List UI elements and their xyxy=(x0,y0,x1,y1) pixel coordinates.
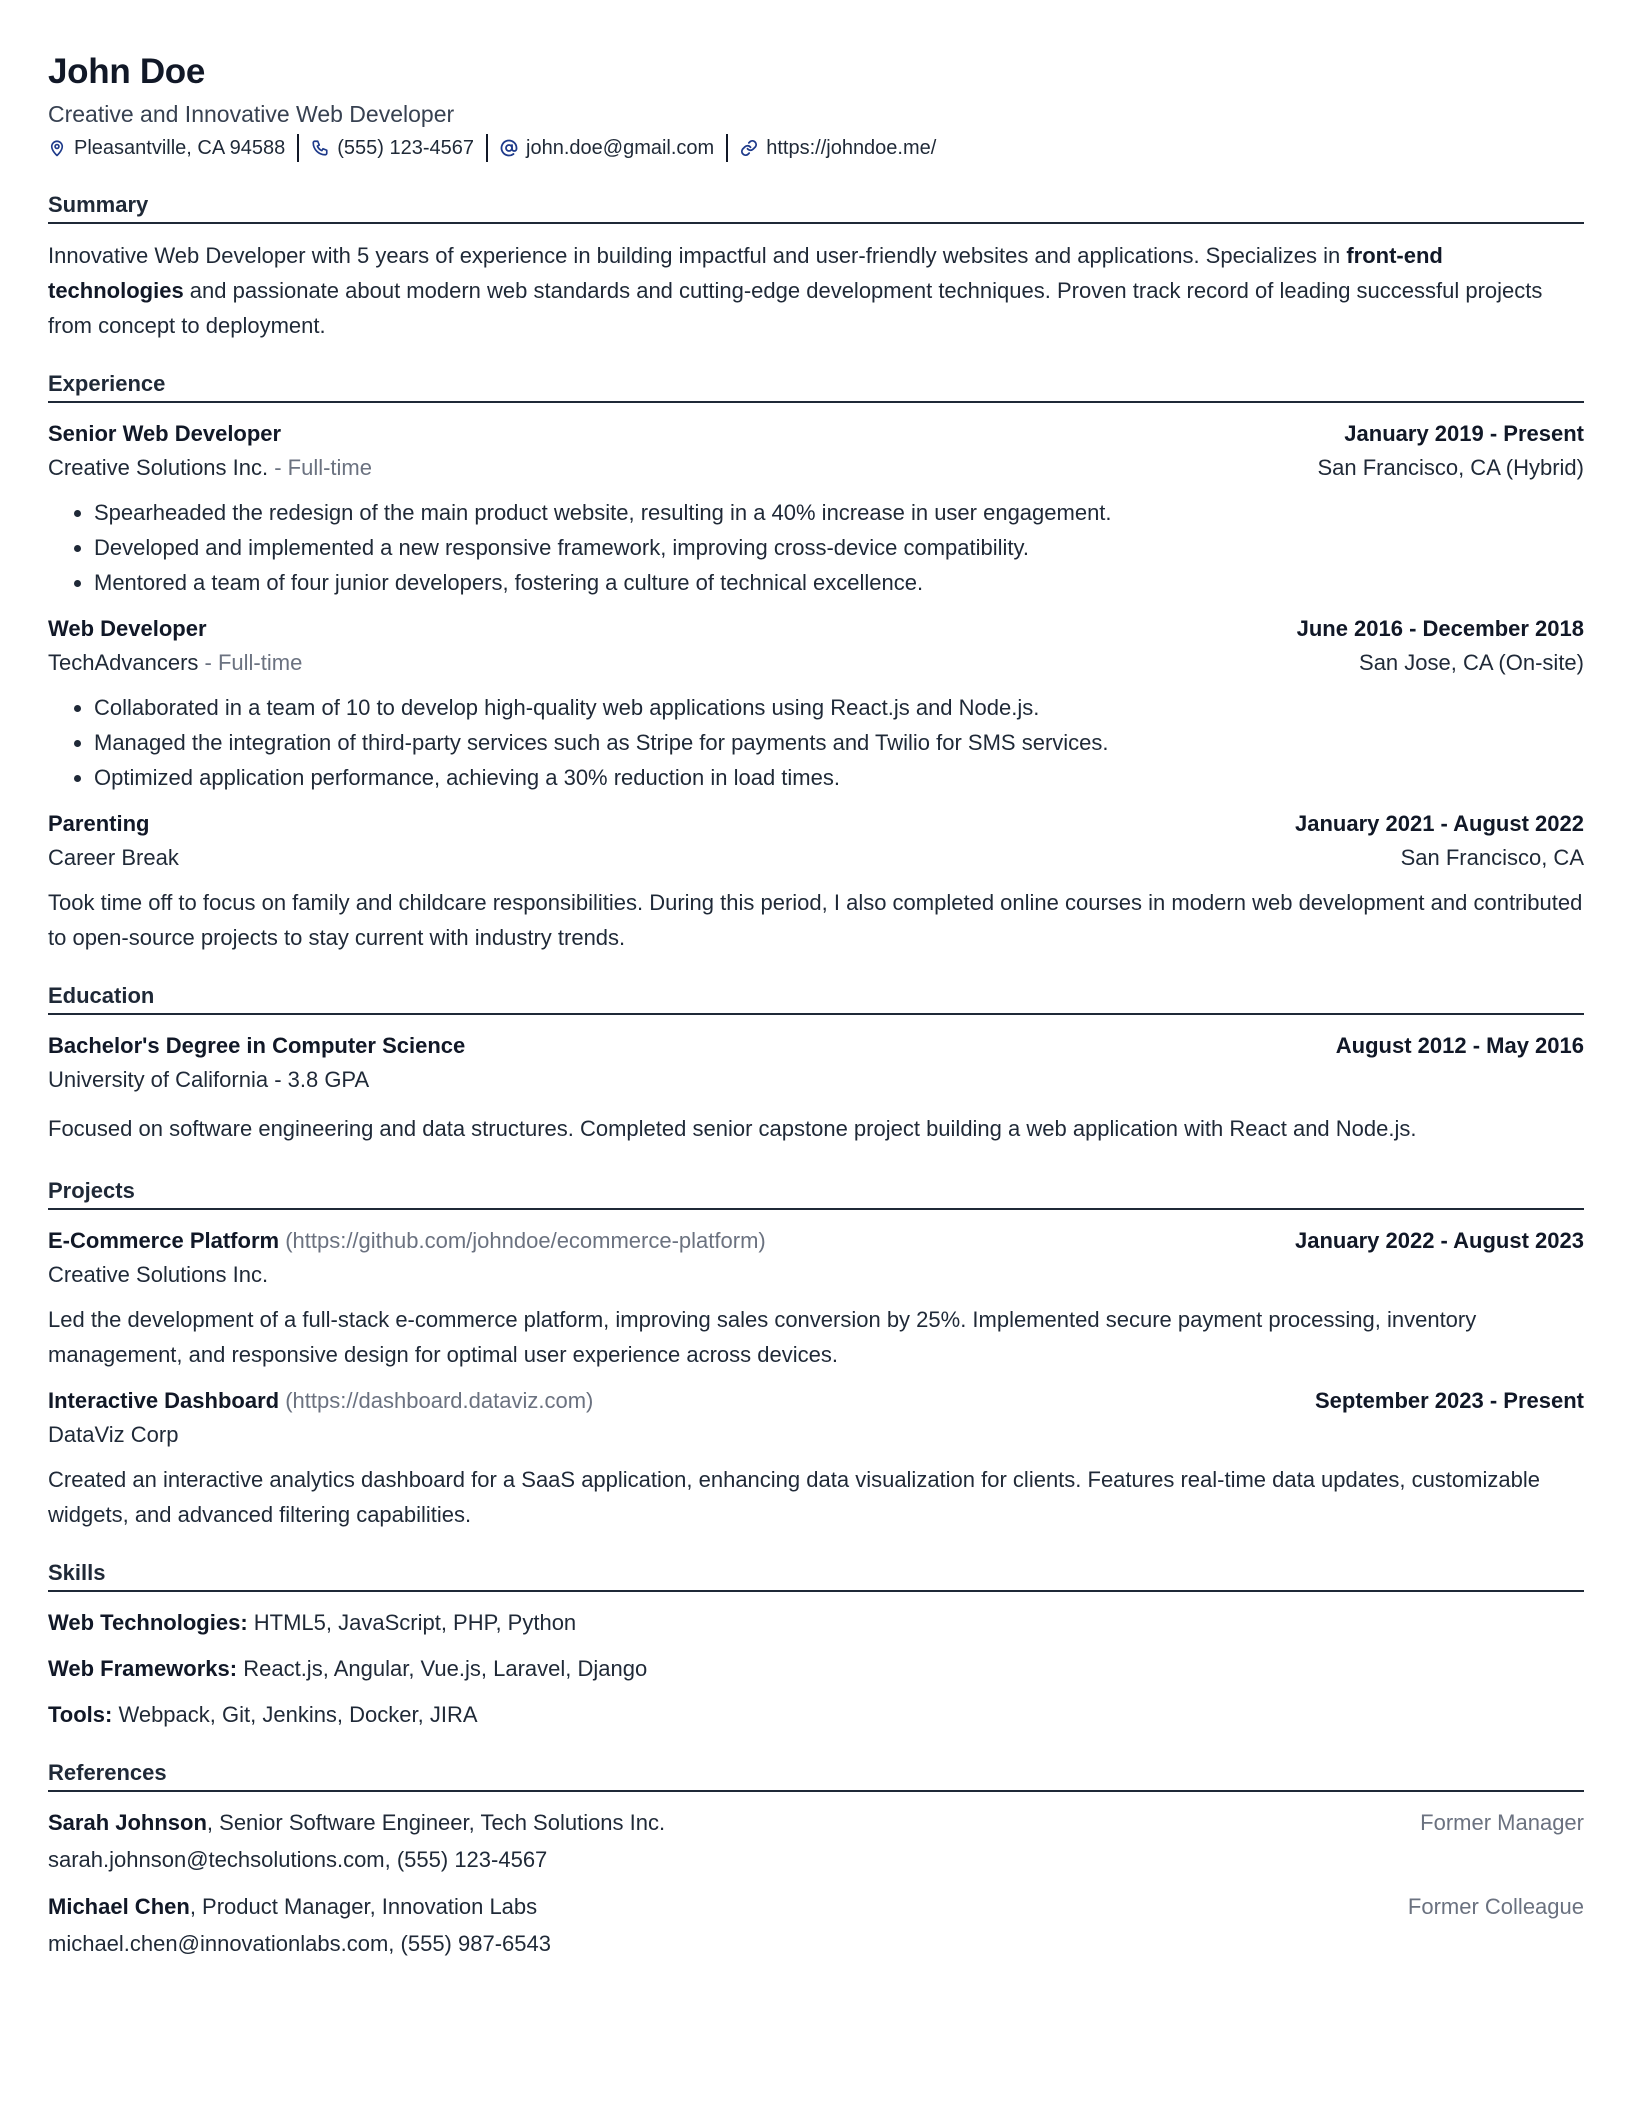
summary-heading: Summary xyxy=(48,190,1584,224)
projects-heading: Projects xyxy=(48,1176,1584,1210)
skill-line xyxy=(48,1652,1584,1686)
contact-phone[interactable] xyxy=(311,137,474,160)
job-position: Senior Web Developer xyxy=(48,421,282,446)
contact-email[interactable] xyxy=(500,137,714,160)
job-type: - Full-time xyxy=(268,455,372,480)
experience-section xyxy=(48,369,1584,955)
experience-title-row xyxy=(48,612,1584,646)
job-date: January 2021 - August 2022 xyxy=(1295,811,1584,836)
list-item: • Developed and implemented a new responsive framework, improving cross-device compatibility. xyxy=(94,530,1584,565)
skill-line xyxy=(48,1606,1584,1640)
reference-entry xyxy=(48,1890,1584,1962)
job-company: TechAdvancers xyxy=(48,650,199,675)
reference-contact: sarah.johnson@techsolutions.com, (555) 123-4567 xyxy=(48,1847,548,1872)
reference-title-row xyxy=(48,1890,1584,1924)
job-type: - Full-time xyxy=(198,650,303,675)
reference-name: Sarah Johnson xyxy=(48,1810,207,1835)
project-date: September 2023 - Present xyxy=(1314,1388,1584,1413)
experience-company-row xyxy=(48,841,1584,875)
reference-entry xyxy=(48,1806,1584,1878)
degree-name: Bachelor's Degree in Computer Science xyxy=(48,1033,466,1058)
job-company: Career Break xyxy=(48,845,179,870)
list-item: • Optimized application performance, achieving a 30% reduction in load times. xyxy=(94,760,1584,795)
candidate-headline: Creative and Innovative Web Developer xyxy=(48,101,455,127)
education-date: August 2012 - May 2016 xyxy=(1335,1033,1584,1058)
job-company: Creative Solutions Inc. xyxy=(48,455,269,480)
summary-text xyxy=(48,238,1584,343)
reference-name: Michael Chen xyxy=(48,1894,190,1919)
experience-heading: Experience xyxy=(48,369,1584,403)
job-description: Took time off to focus on family and childcare responsibilities. During this period, I also completed online courses in modern web development and contributed to open-source projects to stay current with industry trends. xyxy=(48,890,1583,950)
skill-label: Web Frameworks: xyxy=(48,1656,238,1681)
school-name: University of California - 3.8 GPA xyxy=(48,1067,370,1092)
references-section xyxy=(48,1758,1584,1962)
education-description: Focused on software engineering and data structures. Completed senior capstone project building a web application with React and Node.js. xyxy=(48,1116,1417,1141)
project-title-line xyxy=(48,1384,593,1418)
list-item: • Spearheaded the redesign of the main product website, resulting in a 40% increase in user engagement. xyxy=(94,495,1584,530)
location-text: Pleasantville, CA 94588 xyxy=(74,136,286,159)
contact-location xyxy=(48,137,285,160)
experience-company-row xyxy=(48,646,1584,680)
project-name: E-Commerce Platform xyxy=(48,1228,280,1253)
education-title-row xyxy=(48,1029,1584,1063)
project-name: Interactive Dashboard xyxy=(48,1388,280,1413)
project-org: DataViz Corp xyxy=(48,1422,179,1447)
map-pin-icon xyxy=(48,139,66,157)
reference-title-row xyxy=(48,1806,1584,1840)
education-heading: Education xyxy=(48,981,1584,1015)
skill-label: Web Technologies: xyxy=(48,1610,248,1635)
summary-text-start: Innovative Web Developer with 5 years of experience in building impactful and user-friendly websites and applications. Specializes in xyxy=(48,243,1347,268)
reference-contact: michael.chen@innovationlabs.com, (555) 987-6543 xyxy=(48,1931,551,1956)
job-location: San Francisco, CA xyxy=(1400,845,1584,870)
reference-role: , Senior Software Engineer, Tech Solutions Inc. xyxy=(206,1810,666,1835)
link-icon xyxy=(740,139,758,157)
reference-relation: Former Colleague xyxy=(1407,1894,1584,1919)
job-company-line xyxy=(48,451,372,485)
job-position: Parenting xyxy=(48,811,150,836)
experience-entry xyxy=(48,417,1584,600)
phone-icon xyxy=(311,139,329,157)
at-sign-icon xyxy=(500,139,518,157)
list-item: • Mentored a team of four junior developers, fostering a culture of technical excellence. xyxy=(94,565,1584,600)
contact-website[interactable] xyxy=(740,137,936,160)
skills-heading: Skills xyxy=(48,1558,1584,1592)
project-org-row xyxy=(48,1418,1584,1452)
references-heading: References xyxy=(48,1758,1584,1792)
project-description: Created an interactive analytics dashboard for a SaaS application, enhancing data visualization for clients. Features real-time data updates, customizable widgets, and advanced filtering capabilities. xyxy=(48,1467,1540,1527)
skill-value: React.js, Angular, Vue.js, Laravel, Django xyxy=(237,1656,648,1681)
summary-text-end: and passionate about modern web standards and cutting-edge development techniques. Proven track record of leading successful projects from concept to deployment. xyxy=(48,278,1543,338)
job-bullets xyxy=(48,495,1584,600)
skills-section xyxy=(48,1558,1584,1732)
skill-value: Webpack, Git, Jenkins, Docker, JIRA xyxy=(112,1702,478,1727)
resume-header xyxy=(48,48,1584,164)
project-date: January 2022 - August 2023 xyxy=(1295,1228,1584,1253)
education-entry xyxy=(48,1029,1584,1146)
experience-company-row xyxy=(48,451,1584,485)
summary-highlight: front-end technologies xyxy=(48,243,1443,303)
job-location: San Jose, CA (On-site) xyxy=(1359,650,1584,675)
job-date: June 2016 - December 2018 xyxy=(1296,616,1584,641)
candidate-name: John Doe xyxy=(48,52,206,91)
job-location: San Francisco, CA (Hybrid) xyxy=(1317,455,1584,480)
reference-relation: Former Manager xyxy=(1420,1810,1584,1835)
contact-row xyxy=(48,132,1584,164)
project-entry xyxy=(48,1384,1584,1532)
education-school-row xyxy=(48,1063,1584,1097)
phone-text: (555) 123-4567 xyxy=(337,136,475,159)
project-url[interactable]: (https://dashboard.dataviz.com) xyxy=(279,1388,594,1413)
reference-name-line xyxy=(48,1806,665,1840)
skill-line xyxy=(48,1698,1584,1732)
project-org-row xyxy=(48,1258,1584,1292)
project-entry xyxy=(48,1224,1584,1372)
project-org: Creative Solutions Inc. xyxy=(48,1262,269,1287)
list-item: • Collaborated in a team of 10 to develop high-quality web applications using React.js and Node.js. xyxy=(94,690,1584,725)
contact-divider xyxy=(486,134,488,162)
skill-value: HTML5, JavaScript, PHP, Python xyxy=(247,1610,577,1635)
project-description: Led the development of a full-stack e-commerce platform, improving sales conversion by 25%. Implemented secure payment processing, inventory management, and responsive design for optimal user experience across devices. xyxy=(48,1307,1477,1367)
job-date: January 2019 - Present xyxy=(1344,421,1584,446)
project-url[interactable]: (https://github.com/johndoe/ecommerce-platform) xyxy=(279,1228,766,1253)
reference-role: , Product Manager, Innovation Labs xyxy=(189,1894,538,1919)
experience-title-row xyxy=(48,417,1584,451)
job-bullets xyxy=(48,690,1584,795)
experience-entry xyxy=(48,807,1584,955)
summary-section xyxy=(48,190,1584,343)
education-section xyxy=(48,981,1584,1146)
experience-entry xyxy=(48,612,1584,795)
list-item: • Managed the integration of third-party services such as Stripe for payments and Twilio for SMS services. xyxy=(94,725,1584,760)
projects-section xyxy=(48,1176,1584,1532)
contact-divider xyxy=(726,134,728,162)
website-text: https://johndoe.me/ xyxy=(766,136,937,159)
project-title-row xyxy=(48,1384,1584,1418)
reference-name-line xyxy=(48,1890,537,1924)
experience-title-row xyxy=(48,807,1584,841)
email-text: john.doe@gmail.com xyxy=(526,136,715,159)
job-company-line xyxy=(48,646,302,680)
project-title-line xyxy=(48,1224,766,1258)
project-title-row xyxy=(48,1224,1584,1258)
job-position: Web Developer xyxy=(48,616,207,641)
contact-divider xyxy=(297,134,299,162)
skill-label: Tools: xyxy=(48,1702,113,1727)
